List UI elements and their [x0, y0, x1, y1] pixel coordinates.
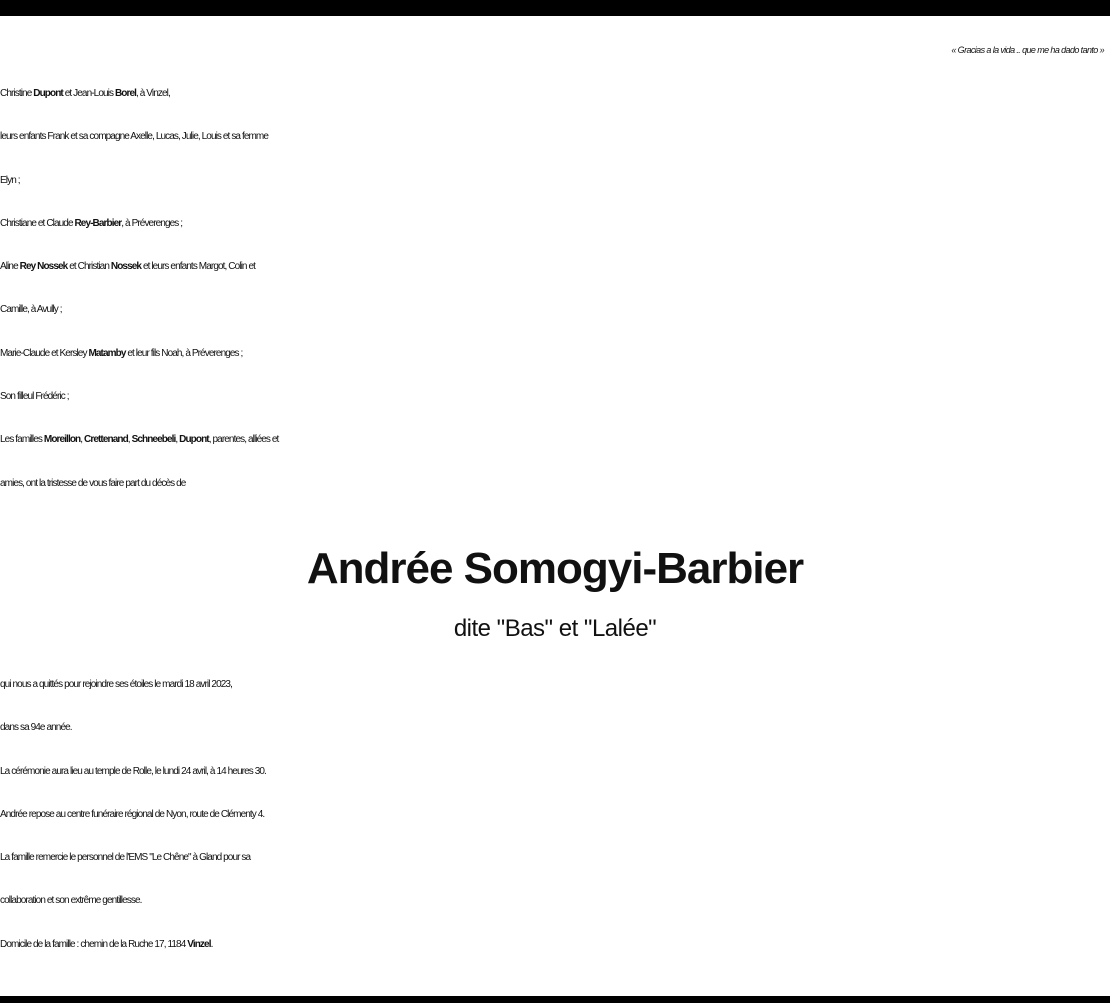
obituary-notice — [0, 28, 1110, 966]
family-line: Elyn ; — [0, 174, 20, 186]
text-segment: Marie-Claude et Kersley — [0, 347, 89, 359]
details-line: La cérémonie aura lieu au temple de Rolle, le lundi 24 avril, à 14 heures 30. — [0, 765, 266, 777]
surname: Matamby — [88, 347, 126, 359]
family-announcement — [0, 72, 1110, 505]
funeral-details — [0, 663, 1110, 966]
family-line — [0, 332, 1110, 375]
text-segment: et leurs enfants Margot, Colin et — [141, 261, 255, 273]
text-segment: Les familles — [0, 434, 44, 446]
surname: Dupont — [179, 434, 209, 446]
family-line: Camille, à Avully ; — [0, 304, 62, 316]
family-line — [0, 202, 1110, 245]
epigraph-quote: « Gracias a la vida .. que me ha dado tanto » — [951, 45, 1104, 55]
surname: Moreillon — [43, 434, 81, 446]
text-segment: et leur fils Noah, à Préverenges ; — [125, 347, 243, 359]
text-segment: Christine — [0, 88, 34, 99]
town-name: Vinzel — [187, 938, 211, 950]
text-segment: , à Vinzel, — [136, 88, 170, 99]
surname: Nossek — [110, 261, 142, 273]
surname: Rey-Barbier — [74, 217, 122, 229]
deceased-nickname: dite "Bas" et "Lalée" — [453, 614, 657, 642]
surname: Crettenand — [84, 434, 128, 446]
text-segment: , — [80, 434, 84, 446]
details-line: qui nous a quittés pour rejoindre ses étoiles le mardi 18 avril 2023, — [0, 678, 232, 690]
text-segment: , — [175, 434, 180, 446]
text-segment: . — [210, 938, 213, 950]
family-line: leurs enfants Frank et sa compagne Axelle, Lucas, Julie, Louis et sa femme — [0, 131, 269, 143]
text-segment: , à Préverenges ; — [121, 217, 183, 229]
text-segment: Domicile de la famille : chemin de la Ruche 17, 1184 — [0, 938, 188, 950]
family-line: amies, ont la tristesse de vous faire part du décès de — [0, 477, 186, 489]
text-segment: Christiane et Claude — [0, 217, 75, 229]
surname: Schneebeli — [131, 434, 176, 446]
family-line — [0, 245, 1110, 288]
details-line: collaboration et son extrême gentillesse. — [0, 895, 142, 907]
text-segment: , — [127, 434, 132, 446]
text-segment: et Jean-Louis — [62, 88, 115, 99]
family-line: Son filleul Frédéric ; — [0, 391, 69, 403]
surname: Borel — [114, 88, 137, 99]
details-line — [0, 923, 1110, 966]
deceased-name: Andrée Somogyi-Barbier — [306, 543, 804, 593]
text-segment: , parentes, alliées et — [208, 434, 279, 446]
top-rule — [0, 0, 1110, 16]
family-line — [0, 418, 1110, 461]
details-line: dans sa 94e année. — [0, 722, 72, 734]
family-line — [0, 72, 1110, 115]
details-line: Andrée repose au centre funéraire régional de Nyon, route de Clémenty 4. — [0, 808, 265, 820]
bottom-rule — [0, 996, 1110, 1003]
text-segment: Aline — [0, 261, 20, 273]
surname: Dupont — [33, 88, 63, 99]
details-line: La famille remercie le personnel de l'EMS "Le Chêne" à Gland pour sa — [0, 852, 251, 864]
text-segment: et Christian — [67, 261, 111, 273]
surname: Rey Nossek — [19, 261, 68, 273]
